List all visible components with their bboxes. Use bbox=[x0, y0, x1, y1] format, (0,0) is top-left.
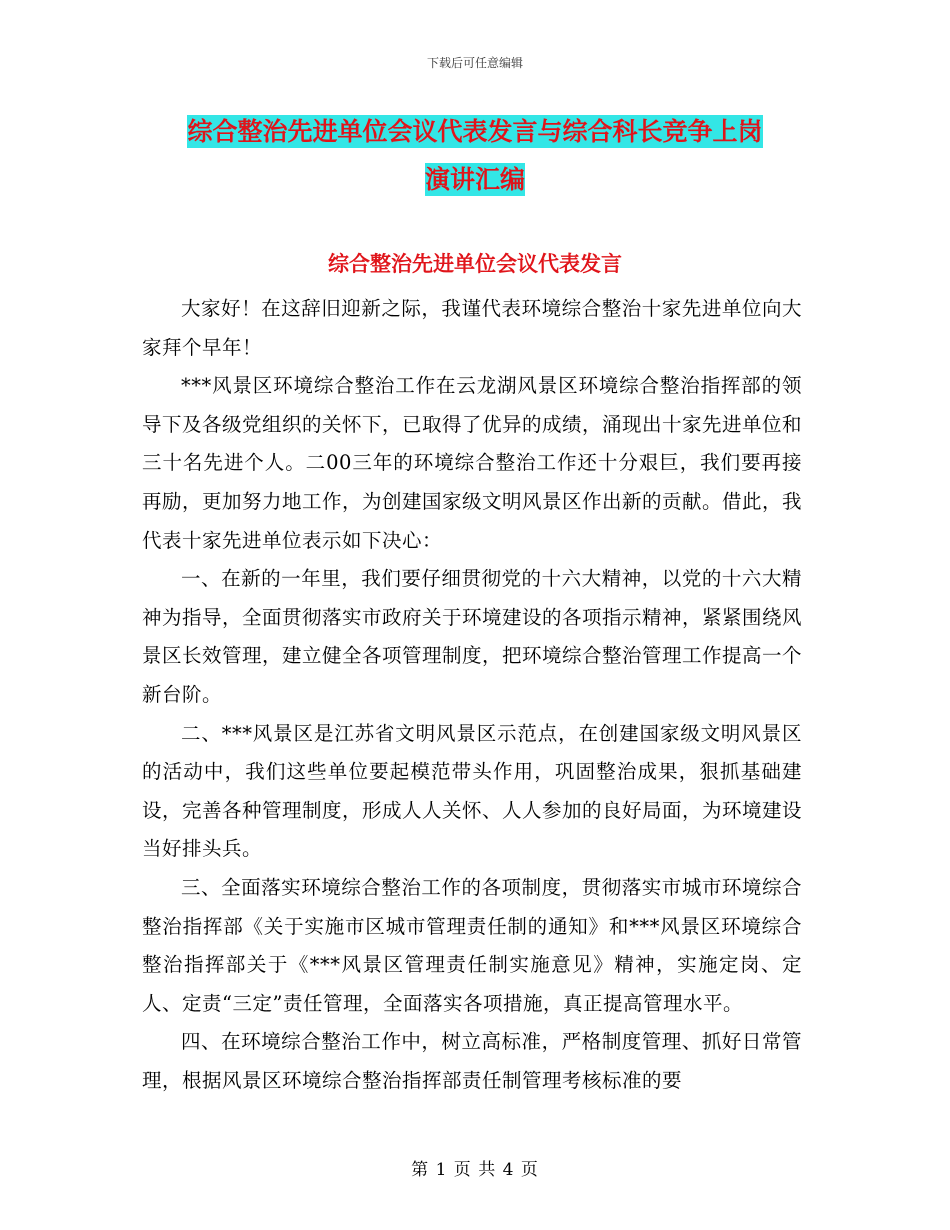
body-text bbox=[142, 290, 802, 1100]
page-number: 第 1 页 共 4 页 bbox=[411, 1160, 539, 1180]
paragraph-2: ***风景区环境综合整治工作在云龙湖风景区环境综合整治指挥部的领导下及各级党组织的关怀下，已取得了优异的成绩，涌现出十家先进单位和三十名先进个人。二00三年的环境综合整治工作还十分艰巨，我们要再接再励，更加努力地工作，为创建国家级文明风景区作出新的贡献。借此，我代表十家先进单位表示如下决心： bbox=[142, 374, 803, 552]
paragraph-5: 三、全面落实环境综合整治工作的各项制度，贯彻落实市城市环境综合整治指挥部《关于实施市区城市管理责任制的通知》和***风景区环境综合整治指挥部关于《***风景区管理责任制实施意见》精神，实施定岗、定人、定责“三定”责任管理，全面落实各项措施，真正提高管理水平。 bbox=[142, 875, 802, 1015]
document-title-line-2: 演讲汇编 bbox=[424, 165, 525, 194]
document-title-line-1: 综合整治先进单位会议代表发言与综合科长竞争上岗 bbox=[187, 117, 763, 146]
paragraph-1: 大家好！在这辞旧迎新之际，我谨代表环境综合整治十家先进单位向大家拜个早年！ bbox=[142, 297, 802, 359]
document-title bbox=[140, 108, 810, 204]
section-title: 综合整治先进单位会议代表发言 bbox=[328, 252, 622, 276]
paragraph-4: 二、***风景区是江苏省文明风景区示范点，在创建国家级文明风景区的活动中，我们这些单位要起模范带头作用，巩固整治成果，狠抓基础建设，完善各种管理制度，形成人人关怀、人人参加的良好局面，为环境建设当好排头兵。 bbox=[142, 721, 803, 861]
paragraph-6: 四、在环境综合整治工作中，树立高标准，严格制度管理、抓好日常管理，根据风景区环境综合整治指挥部责任制管理考核标准的要 bbox=[142, 1030, 802, 1092]
header-note: 下载后可任意编辑 bbox=[426, 56, 523, 70]
paragraph-3: 一、在新的一年里，我们要仔细贯彻党的十六大精神，以党的十六大精神为指导，全面贯彻落实市政府关于环境建设的各项指示精神，紧紧围绕风景区长效管理，建立健全各项管理制度，把环境综合整治管理工作提高一个新台阶。 bbox=[142, 567, 803, 706]
